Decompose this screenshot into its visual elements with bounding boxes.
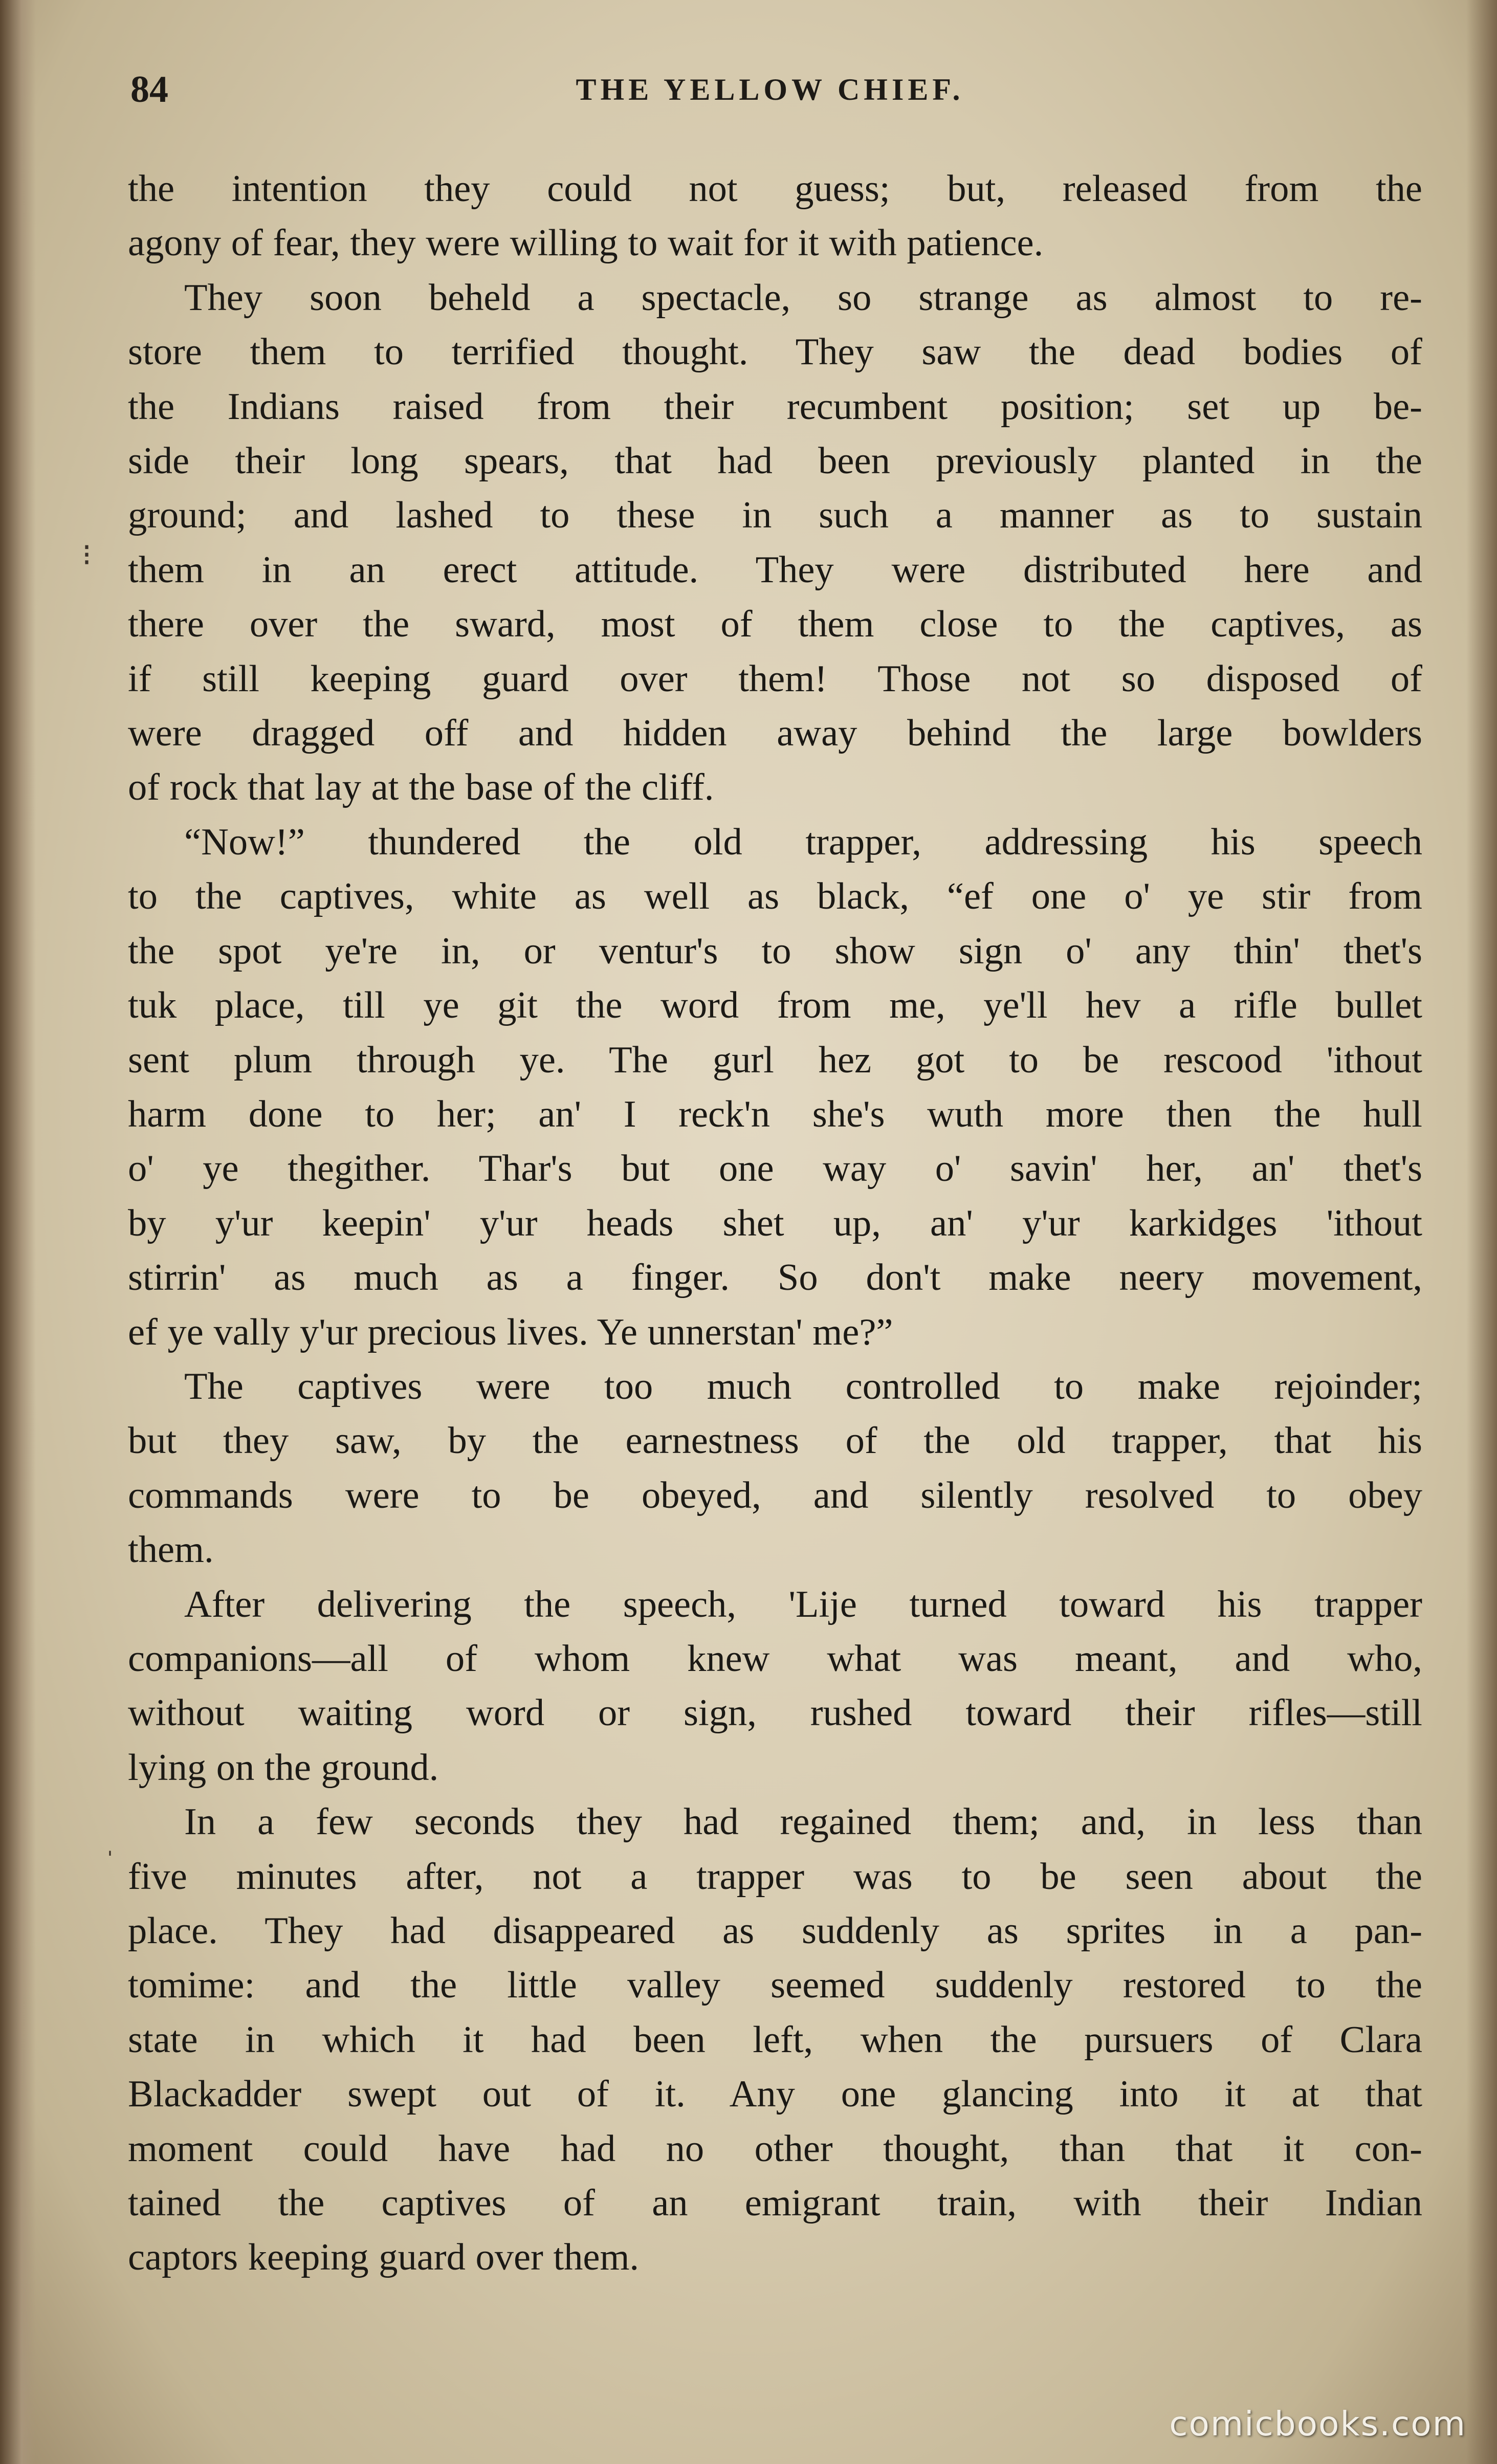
paragraph bbox=[128, 162, 1422, 271]
body-text bbox=[128, 162, 1422, 2285]
text-line: companions—all of whom knew what was meant, and who, bbox=[128, 1637, 1422, 1680]
page-number: 84 bbox=[130, 69, 168, 111]
text-line: them in an erect attitude. They were distributed here and bbox=[128, 548, 1422, 591]
text-line: side their long spears, that had been previously planted in the bbox=[128, 440, 1422, 482]
text-line: sent plum through ye. The gurl hez got to be rescood 'ithout bbox=[128, 1039, 1422, 1081]
watermark: comicbooks.com bbox=[1169, 2404, 1466, 2444]
text-line: were dragged off and hidden away behind the large bowlders bbox=[128, 712, 1422, 755]
text-line: place. They had disappeared as suddenly as sprites in a pan- bbox=[128, 1910, 1422, 1952]
margin-pencil-mark: ˌ bbox=[105, 1822, 115, 1856]
text-line: agony of fear, they were willing to wait for it with patience. bbox=[128, 222, 1044, 265]
text-line: tuk place, till ye git the word from me, ye'll hev a rifle bullet bbox=[128, 984, 1422, 1027]
page-header bbox=[130, 61, 1410, 118]
text-line: o' ye thegither. Thar's but one way o' savin' her, an' thet's bbox=[128, 1148, 1422, 1190]
text-line: there over the sward, most of them close to the captives, as bbox=[128, 603, 1422, 646]
text-line: the intention they could not guess; but, released from the bbox=[128, 168, 1422, 210]
text-line: to the captives, white as well as black, “ef one o' ye stir from bbox=[128, 875, 1422, 918]
text-line: tomime: and the little valley seemed suddenly restored to the bbox=[128, 1964, 1422, 2007]
text-line: They soon beheld a spectacle, so strange as almost to re- bbox=[184, 276, 1422, 319]
text-line: lying on the ground. bbox=[128, 1746, 439, 1789]
text-line: harm done to her; an' I reck'n she's wuth more then the hull bbox=[128, 1093, 1422, 1135]
paragraph bbox=[128, 815, 1422, 1359]
text-line: stirrin' as much as a finger. So don't make neery movement, bbox=[128, 1257, 1422, 1299]
text-line: “Now!” thundered the old trapper, addressing his speech bbox=[184, 821, 1422, 863]
text-line: five minutes after, not a trapper was to be seen about the bbox=[128, 1855, 1422, 1898]
text-line: tained the captives of an emigrant train, with their Indian bbox=[128, 2182, 1422, 2225]
paragraph bbox=[128, 1577, 1422, 1795]
text-line: by y'ur keepin' y'ur heads shet up, an' y'ur karkidges 'ithout bbox=[128, 1202, 1422, 1244]
text-line: the Indians raised from their recumbent position; set up be- bbox=[128, 385, 1422, 428]
text-line: if still keeping guard over them! Those not so disposed of bbox=[128, 657, 1422, 700]
text-line: ground; and lashed to these in such a manner as to sustain bbox=[128, 494, 1422, 537]
text-line: moment could have had no other thought, than that it con- bbox=[128, 2127, 1422, 2170]
text-line: store them to terrified thought. They saw the dead bodies of bbox=[128, 331, 1422, 373]
text-line: Blackadder swept out of it. Any one glancing into it at that bbox=[128, 2073, 1422, 2116]
paragraph bbox=[128, 1795, 1422, 2285]
paragraph bbox=[128, 1359, 1422, 1577]
text-line: After delivering the speech, 'Lije turned toward his trapper bbox=[184, 1583, 1422, 1625]
text-line: captors keeping guard over them. bbox=[128, 2236, 640, 2279]
text-line: of rock that lay at the base of the cliff. bbox=[128, 766, 714, 809]
text-line: state in which it had been left, when the pursuers of Clara bbox=[128, 2018, 1422, 2061]
text-line: ef ye vally y'ur precious lives. Ye unnerstan' me?” bbox=[128, 1311, 893, 1353]
text-line: the spot ye're in, or ventur's to show sign o' any thin' thet's bbox=[128, 930, 1422, 972]
paragraph bbox=[128, 271, 1422, 815]
text-line: but they saw, by the earnestness of the old trapper, that his bbox=[128, 1420, 1422, 1462]
text-line: In a few seconds they had regained them; and, in less than bbox=[184, 1801, 1422, 1843]
running-title: THE YELLOW CHIEF. bbox=[576, 73, 964, 106]
text-line: commands were to be obeyed, and silently resolved to obey bbox=[128, 1474, 1422, 1516]
page-left-edge bbox=[0, 0, 36, 2464]
margin-pencil-mark: ⁝ bbox=[82, 538, 92, 572]
page-right-edge bbox=[1466, 0, 1497, 2464]
text-line: them. bbox=[128, 1529, 214, 1571]
text-line: The captives were too much controlled to make rejoinder; bbox=[184, 1365, 1422, 1407]
text-line: without waiting word or sign, rushed toward their rifles—still bbox=[128, 1692, 1422, 1734]
